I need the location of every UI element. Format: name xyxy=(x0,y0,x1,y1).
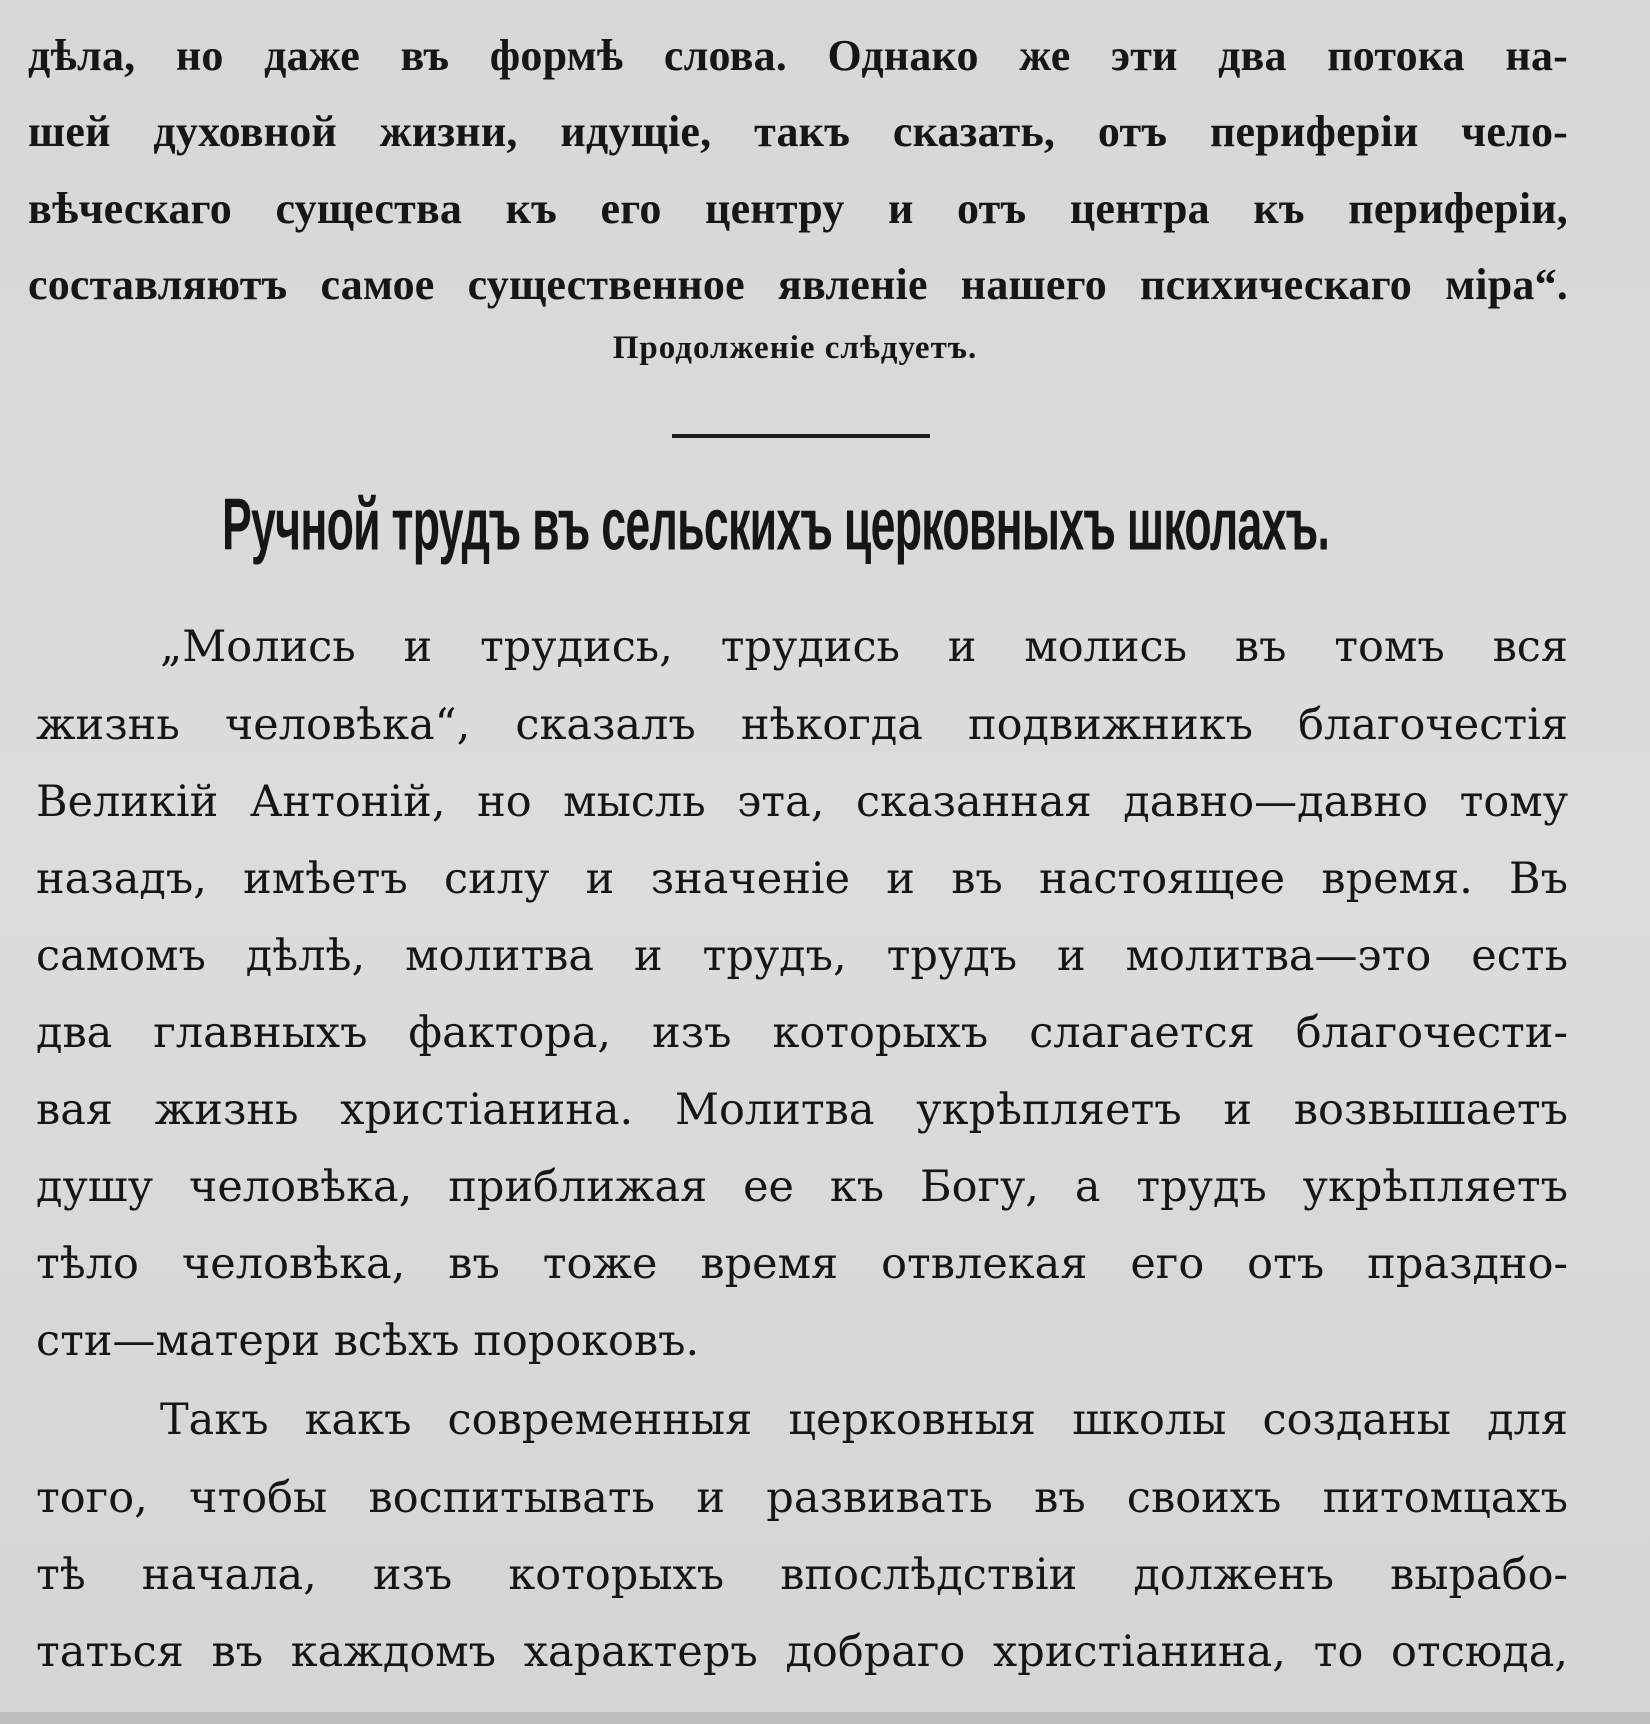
text-line: вая жизнь христіанина. Молитва укрѣпляетъ и возвышаетъ xyxy=(36,1085,1568,1135)
text-line: шей духовной жизни, идущіе, такъ сказать, отъ периферіи чело- xyxy=(28,107,1568,156)
text-line: сти—матери всѣхъ пороковъ. xyxy=(36,1316,700,1366)
text-line: таться въ каждомъ характеръ добраго христіанина, то отсюда, xyxy=(36,1627,1568,1677)
text-line: дѣла, но даже въ формѣ слова. Однако же эти два потока на- xyxy=(28,31,1568,80)
text-line: самомъ дѣлѣ, молитва и трудъ, трудъ и молитва—это есть xyxy=(36,931,1568,981)
page-edge xyxy=(0,1712,1650,1724)
text-line: жизнь человѣка“, сказалъ нѣкогда подвижникъ благочестія xyxy=(36,700,1568,750)
text-line: тѣло человѣка, въ тоже время отвлекая его отъ праздно- xyxy=(36,1239,1568,1289)
text-line: составляютъ самое существенное явленіе нашего психическаго міра“. xyxy=(28,260,1568,309)
article-title: Ручной трудъ въ сельскихъ церковныхъ школахъ. xyxy=(221,484,1330,567)
text-line: „Молись и трудись, трудись и молись въ томъ вся xyxy=(160,622,1568,672)
text-line: назадъ, имѣетъ силу и значеніе и въ настоящее время. Въ xyxy=(36,854,1568,904)
text-line: того, чтобы воспитывать и развивать въ своихъ питомцахъ xyxy=(36,1473,1568,1523)
text-line: Такъ какъ современныя церковныя школы созданы для xyxy=(160,1395,1568,1445)
text-line: тѣ начала, изъ которыхъ впослѣдствіи долженъ вырабо- xyxy=(36,1550,1568,1600)
continuation-note: Продолженіе слѣдуетъ. xyxy=(612,330,978,366)
section-divider xyxy=(672,434,930,438)
text-line: два главныхъ фактора, изъ которыхъ слагается благочести- xyxy=(36,1008,1568,1058)
text-line: вѣческаго существа къ его центру и отъ центра къ периферіи, xyxy=(28,184,1568,233)
text-line: душу человѣка, приближая ее къ Богу, а трудъ укрѣпляетъ xyxy=(36,1162,1568,1212)
text-line: Великій Антоній, но мысль эта, сказанная давно—давно тому xyxy=(36,777,1568,827)
